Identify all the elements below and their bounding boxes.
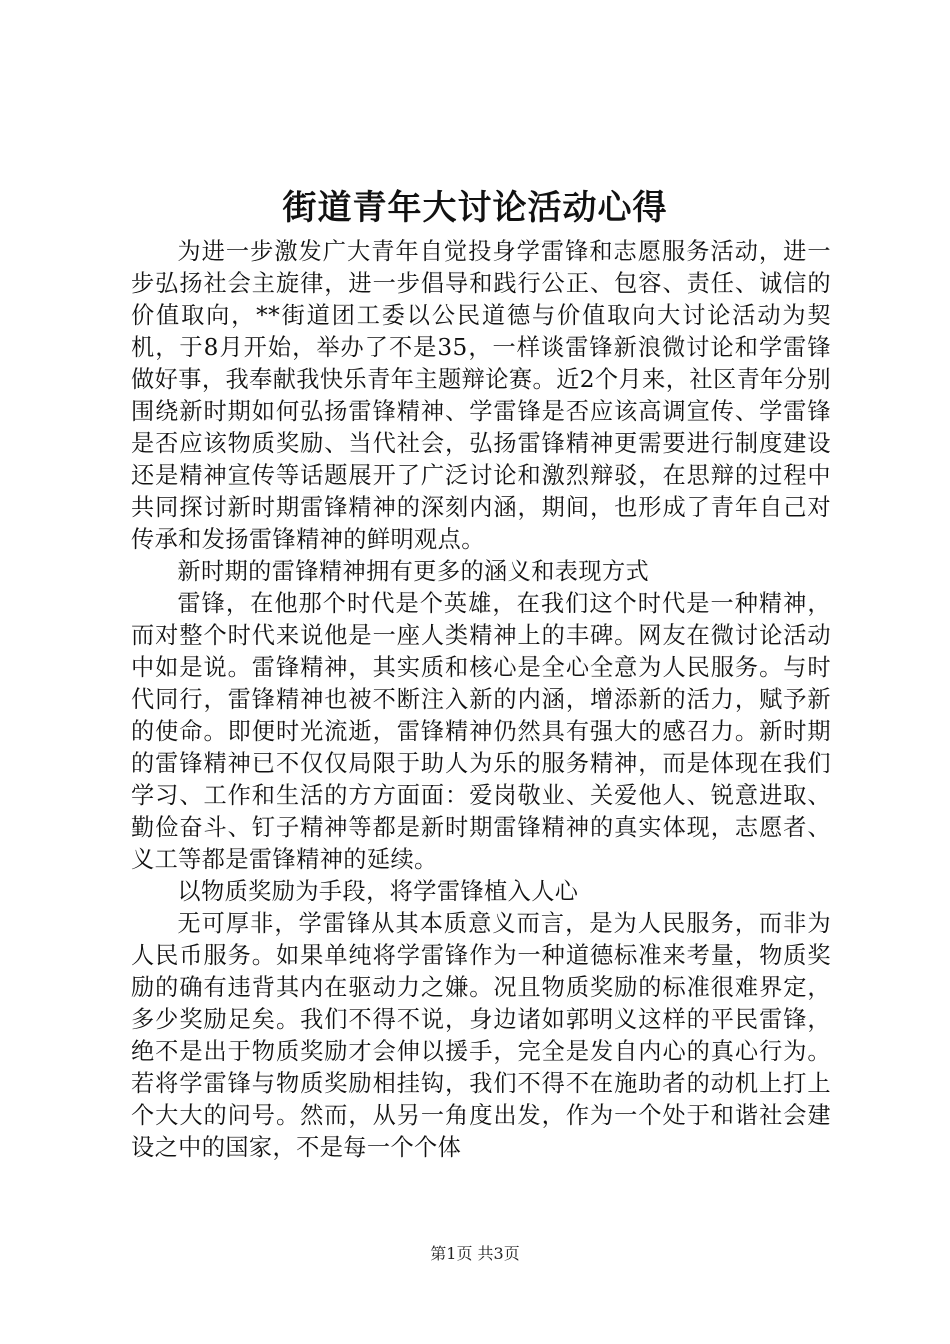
paragraph-intro: 为进一步激发广大青年自觉投身学雷锋和志愿服务活动，进一步弘扬社会主旋律，进一步倡导和践行公正、包容、责任、诚信的价值取向，**街道团工委以公民道德与价值取向大讨论活动为契机，于8月开始，举办了不是35，一样谈雷锋新浪微讨论和学雷锋做好事，我奉献我快乐青年主题辩论赛。近2个月来，社区青年分别围绕新时期如何弘扬雷锋精神、学雷锋是否应该高调宣传、学雷锋是否应该物质奖励、当代社会，弘扬雷锋精神更需要进行制度建设还是精神宣传等话题展开了广泛讨论和激烈辩驳，在思辩的过程中共同探讨新时期雷锋精神的深刻内涵，期间，也形成了青年自己对传承和发扬雷锋精神的鲜明观点。 (131, 238, 831, 553)
document-body (131, 236, 831, 1164)
section-heading-material-reward: 以物质奖励为手段，将学雷锋植入人心 (177, 878, 579, 905)
paragraph-lei-feng-spirit: 雷锋，在他那个时代是个英雄，在我们这个时代是一种精神，而对整个时代来说他是一座人类精神上的丰碑。网友在微讨论活动中如是说。雷锋精神，其实质和核心是全心全意为人民服务。与时代同行，雷锋精神也被不断注入新的内涵，增添新的活力，赋予新的使命。即便时光流逝，雷锋精神仍然具有强大的感召力。新时期的雷锋精神已不仅仅局限于助人为乐的服务精神，而是体现在我们学习、工作和生活的方方面面：爱岗敬业、关爱他人、锐意进取、勤俭奋斗、钉子精神等都是新时期雷锋精神的真实体现，志愿者、义工等都是雷锋精神的延续。 (131, 590, 831, 873)
paragraph-material-reward: 无可厚非，学雷锋从其本质意义而言，是为人民服务，而非为人民币服务。如果单纯将学雷锋作为一种道德标准来考量，物质奖励的确有违背其内在驱动力之嫌。况且物质奖励的标准很难界定，多少奖励足矣。我们不得不说，身边诸如郭明义这样的平民雷锋，绝不是出于物质奖励才会伸以援手，完全是发自内心的真心行为。若将学雷锋与物质奖励相挂钩，我们不得不在施助者的动机上打上个大大的问号。然而，从另一角度出发，作为一个处于和谐社会建设之中的国家，不是每一个个体 (131, 910, 831, 1161)
document-title: 街道青年大讨论活动心得 (282, 188, 668, 228)
section-heading-new-era: 新时期的雷锋精神拥有更多的涵义和表现方式 (177, 558, 650, 585)
page-number-footer: 第1页 共3页 (430, 1244, 520, 1263)
